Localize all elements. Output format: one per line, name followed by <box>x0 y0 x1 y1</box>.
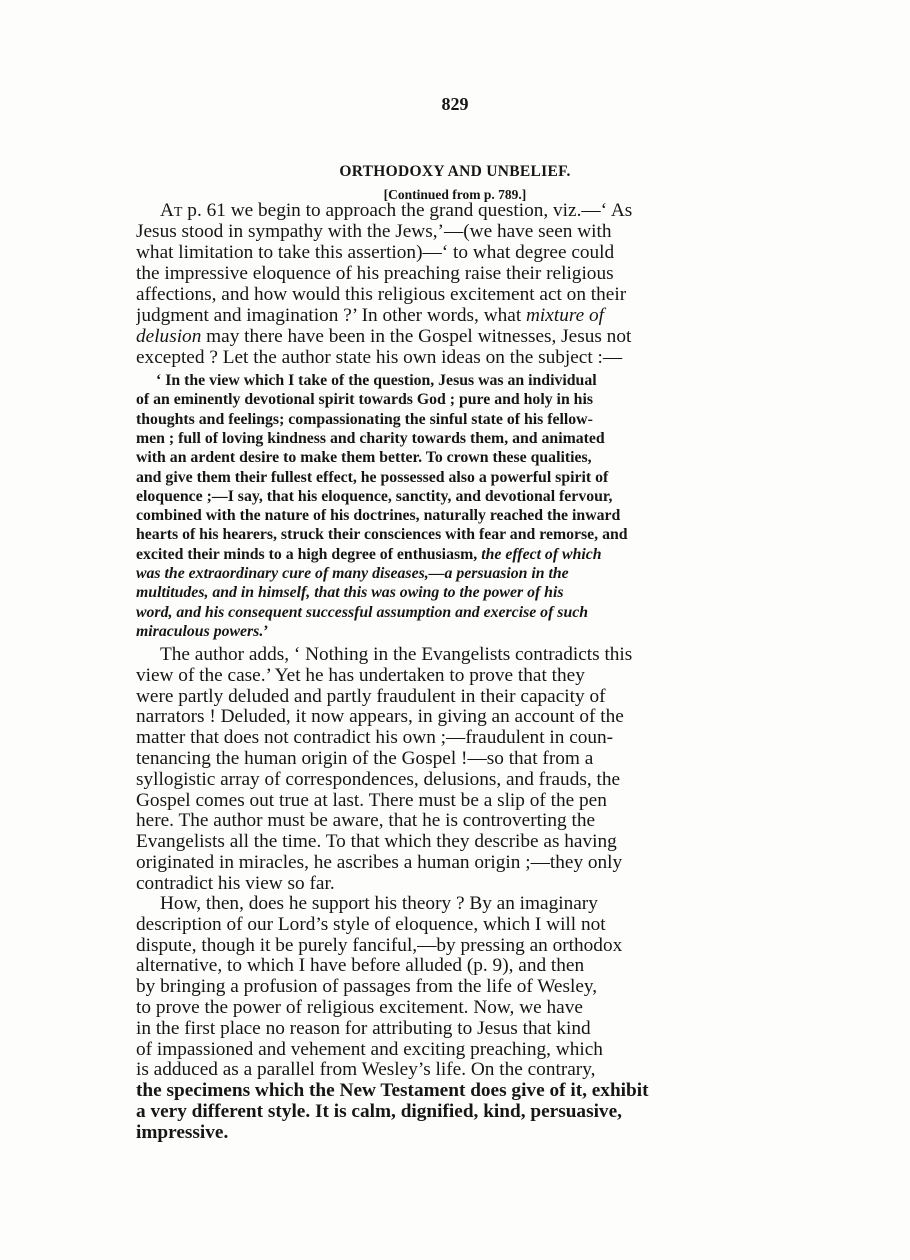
text-line: description of our Lord’s style of eloquence, which I will not <box>136 913 606 935</box>
text-line: to prove the power of religious excitement. Now, we have <box>136 997 583 1018</box>
text-line: Jesus stood in sympathy with the Jews,’—(we have seen with <box>136 221 612 242</box>
text-line: in the first place no reason for attributing to Jesus that kind <box>136 1017 591 1039</box>
quote-line: excited their minds to a high degree of enthusiasm, the effect of which <box>136 545 602 563</box>
text-line: view of the case.’ Yet he has undertaken to prove that they <box>136 664 585 686</box>
text-line: delusion may there have been in the Gospel witnesses, Jesus not <box>136 326 632 347</box>
text-line: How, then, does he support his theory ? By an imaginary <box>160 893 598 914</box>
text-line: syllogistic array of correspondences, delusions, and frauds, the <box>136 768 621 790</box>
quote-line: men ; full of loving kindness and charity towards them, and animated <box>136 429 605 447</box>
quote-line: hearts of his hearers, struck their consciences with fear and remorse, and <box>136 526 628 544</box>
text-line: dispute, though it be purely fanciful,—by pressing an orthodox <box>136 934 623 956</box>
quote-line: combined with the nature of his doctrines, naturally reached the inward <box>136 507 621 525</box>
quote-line: ‘ In the view which I take of the question, Jesus was an individual <box>156 372 597 389</box>
text-line: contradict his view so far. <box>136 872 335 894</box>
text-line: Evangelists all the time. To that which they describe as having <box>136 831 617 853</box>
text-line: narrators ! Deluded, it now appears, in giving an account of the <box>136 706 624 728</box>
text-line: of impassioned and vehement and exciting preaching, which <box>136 1038 603 1060</box>
quote-line: was the extraordinary cure of many diseases,—a persuasion in the <box>136 565 569 582</box>
article-title: ORTHODOXY AND UNBELIEF. <box>339 163 571 180</box>
text-line: alternative, to which I have before alluded (p. 9), and then <box>136 955 585 977</box>
quote-line: with an ardent desire to make them better. To crown these qualities, <box>136 449 592 467</box>
quote-line: thoughts and feelings; compassionating the sinful state of his fellow- <box>136 410 593 428</box>
quote-line: of an eminently devotional spirit towards God ; pure and holy in his <box>136 391 594 409</box>
quote-line: multitudes, and in himself, that this was owing to the power of his <box>136 584 564 602</box>
text-line: here. The author must be aware, that he is controverting the <box>136 810 596 832</box>
text-line: tenancing the human origin of the Gospel !—so that from a <box>136 748 594 769</box>
continuation-note: [Continued from p. 789.] <box>383 187 527 202</box>
text-line: affections, and how would this religious excitement act on their <box>136 284 627 305</box>
quote-line: word, and his consequent successful assumption and exercise of such <box>136 603 589 621</box>
text-line: originated in miracles, he ascribes a human origin ;—they only <box>136 852 623 873</box>
quote-line: miraculous powers.’ <box>136 622 269 640</box>
page-number: 829 <box>441 94 469 114</box>
text-line: At p. 61 we begin to approach the grand question, viz.—‘ As <box>160 200 633 221</box>
quote-line: eloquence ;—I say, that his eloquence, sanctity, and devotional fervour, <box>136 487 613 505</box>
text-line: impressive. <box>136 1121 229 1143</box>
text-line: The author adds, ‘ Nothing in the Evangelists contradicts this <box>160 644 633 665</box>
text-line: were partly deluded and partly fraudulent in their capacity of <box>136 685 606 707</box>
text-line: the specimens which the New Testament does give of it, exhibit <box>136 1080 649 1102</box>
text-line: excepted ? Let the author state his own ideas on the subject :— <box>136 347 623 368</box>
text-line: a very different style. It is calm, dignified, kind, persuasive, <box>136 1101 622 1122</box>
text-line: by bringing a profusion of passages from the life of Wesley, <box>136 976 598 998</box>
text-line: matter that does not contradict his own ;—fraudulent in coun- <box>136 727 614 749</box>
text-line: is adduced as a parallel from Wesley’s life. On the contrary, <box>136 1059 596 1081</box>
text-line: Gospel comes out true at last. There must be a slip of the pen <box>136 789 607 811</box>
text-line: what limitation to take this assertion)—‘ to what degree could <box>136 242 615 263</box>
text-line: the impressive eloquence of his preaching raise their religious <box>136 263 614 284</box>
quote-line: and give them their fullest effect, he possessed also a powerful spirit of <box>136 468 609 486</box>
text-line: judgment and imagination ?’ In other words, what mixture of <box>136 305 605 326</box>
